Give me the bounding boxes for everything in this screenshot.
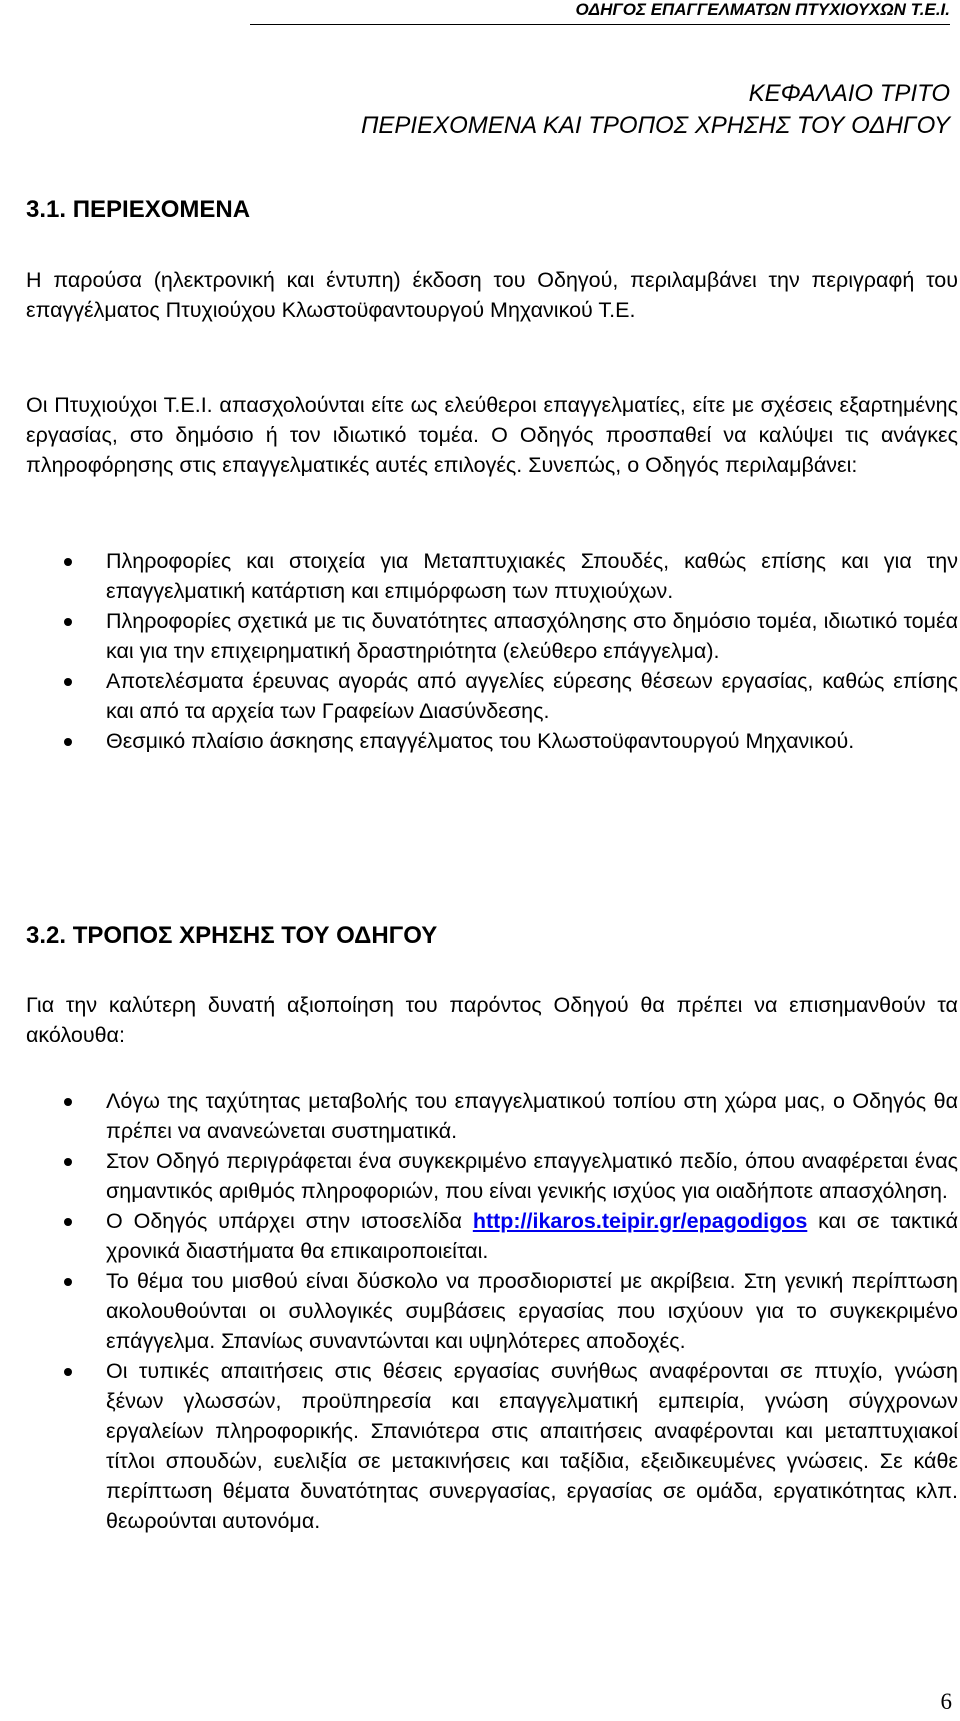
bullet-icon (64, 618, 72, 626)
section-title-contents: 3.1. ΠΕΡΙΕΧΟΜΕΝΑ (26, 196, 251, 223)
contents-bullet-list (26, 546, 958, 756)
bullet-icon (64, 738, 72, 746)
chapter-heading (361, 78, 950, 142)
section-title-usage: 3.2. ΤΡΟΠΟΣ ΧΡΗΣΗΣ ΤΟΥ ΟΔΗΓΟΥ (26, 922, 438, 949)
list-item-text: Το θέμα του μισθού είναι δύσκολο να προσδιοριστεί με ακρίβεια. Στη γενική περίπτωση ακολουθούνται οι συλλογικές συμβάσεις εργασίας που ισχύουν για το συγκεκριμένο επάγγελμα. Σπανίως συναντώνται και υψηλότερες αποδοχές. (106, 1269, 958, 1353)
bullet-icon (64, 558, 72, 566)
bullet-icon (64, 1368, 72, 1376)
list-item-text-after-link: και σε τακτικά χρονικά διαστήματα θα επικαιροποιείται. (106, 1209, 958, 1263)
list-item (26, 1266, 958, 1356)
bullet-icon (64, 1278, 72, 1286)
list-item (26, 1086, 958, 1146)
list-item (26, 1146, 958, 1206)
website-link[interactable]: http://ikaros.teipir.gr/epagodigos (472, 1209, 808, 1233)
list-item-text-before-link: Ο Οδηγός υπάρχει στην ιστοσελίδα (106, 1209, 473, 1233)
bullet-icon (64, 1158, 72, 1166)
bullet-icon (64, 678, 72, 686)
list-item (26, 666, 958, 726)
running-header: ΟΔΗΓΟΣ ΕΠΑΓΓΕΛΜΑΤΩΝ ΠΤΥΧΙΟΥΧΩΝ Τ.Ε.Ι. (250, 0, 950, 25)
list-item (26, 726, 958, 756)
list-item (26, 1356, 958, 1536)
list-item-text: Στον Οδηγό περιγράφεται ένα συγκεκριμένο επαγγελματικό πεδίο, όπου αναφέρεται ένας σημαντικός αριθμός πληροφοριών, που είναι γενικής ισχύος για οιαδήποτε απασχόληση. (106, 1149, 958, 1203)
list-item (26, 546, 958, 606)
list-item-text: Πληροφορίες σχετικά με τις δυνατότητες απασχόλησης στο δημόσιο τομέα, ιδιωτικό τομέα και για την επιχειρηματική δραστηριότητα (ελεύθερο επάγγελμα). (106, 609, 958, 663)
intro-paragraph: Η παρούσα (ηλεκτρονική και έντυπη) έκδοση του Οδηγού, περιλαμβάνει την περιγραφή του επαγγέλματος Πτυχιούχου Κλωστοϋφαντουργού Μηχανικού Τ.Ε. (26, 268, 958, 322)
usage-bullet-list (26, 1086, 958, 1536)
bullet-icon (64, 1218, 72, 1226)
list-item-text: Πληροφορίες και στοιχεία για Μεταπτυχιακές Σπουδές, καθώς επίσης και για την επαγγελματική κατάρτιση και επιμόρφωση των πτυχιούχων. (106, 549, 958, 603)
list-item-text: Λόγω της ταχύτητας μεταβολής του επαγγελματικού τοπίου στη χώρα μας, ο Οδηγός θα πρέπει να ανανεώνεται συστηματικά. (106, 1089, 958, 1143)
usage-intro-paragraph: Για την καλύτερη δυνατή αξιοποίηση του παρόντος Οδηγού θα πρέπει να επισημανθούν τα ακόλουθα: (26, 993, 958, 1047)
page-number: 6 (940, 1689, 952, 1714)
list-item-text: Αποτελέσματα έρευνας αγοράς από αγγελίες εύρεσης θέσεων εργασίας, καθώς επίσης και από τα αρχεία των Γραφείων Διασύνδεσης. (106, 669, 958, 723)
chapter-title: ΠΕΡΙΕΧΟΜΕΝΑ ΚΑΙ ΤΡΟΠΟΣ ΧΡΗΣΗΣ ΤΟΥ ΟΔΗΓΟΥ (361, 112, 950, 139)
chapter-number: ΚΕΦΑΛΑΙΟ ΤΡΙΤΟ (748, 80, 950, 107)
list-item (26, 606, 958, 666)
list-item-text: Θεσμικό πλαίσιο άσκησης επαγγέλματος του Κλωστοϋφαντουργού Μηχανικού. (106, 729, 855, 753)
list-item (26, 1206, 958, 1266)
employment-paragraph: Οι Πτυχιούχοι Τ.Ε.Ι. απασχολούνται είτε ως ελεύθεροι επαγγελματίες, είτε με σχέσεις εξαρτημένης εργασίας, στο δημόσιο ή τον ιδιωτικό τομέα. Ο Οδηγός προσπαθεί να καλύψει τις ανάγκες πληροφόρησης στις επαγγελματικές αυτές επιλογές. Συνεπώς, ο Οδηγός περιλαμβάνει: (26, 393, 958, 477)
list-item-text: Οι τυπικές απαιτήσεις στις θέσεις εργασίας συνήθως αναφέρονται σε πτυχίο, γνώση ξένων γλωσσών, προϋπηρεσία και επαγγελματική εμπειρία, γνώση σύγχρονων εργαλείων πληροφορικής. Σπανιότερα στις απαιτήσεις αναφέρονται και μεταπτυχιακοί τίτλοι σπουδών, ευελιξία σε μετακινήσεις και ταξίδια, εξειδικευμένες γνώσεις. Σε κάθε περίπτωση θέματα δυνατότητας συνεργασίας, εργασίας σε ομάδα, εργατικότητας κλπ. θεωρούνται αυτονόμα. (106, 1359, 958, 1533)
bullet-icon (64, 1098, 72, 1106)
